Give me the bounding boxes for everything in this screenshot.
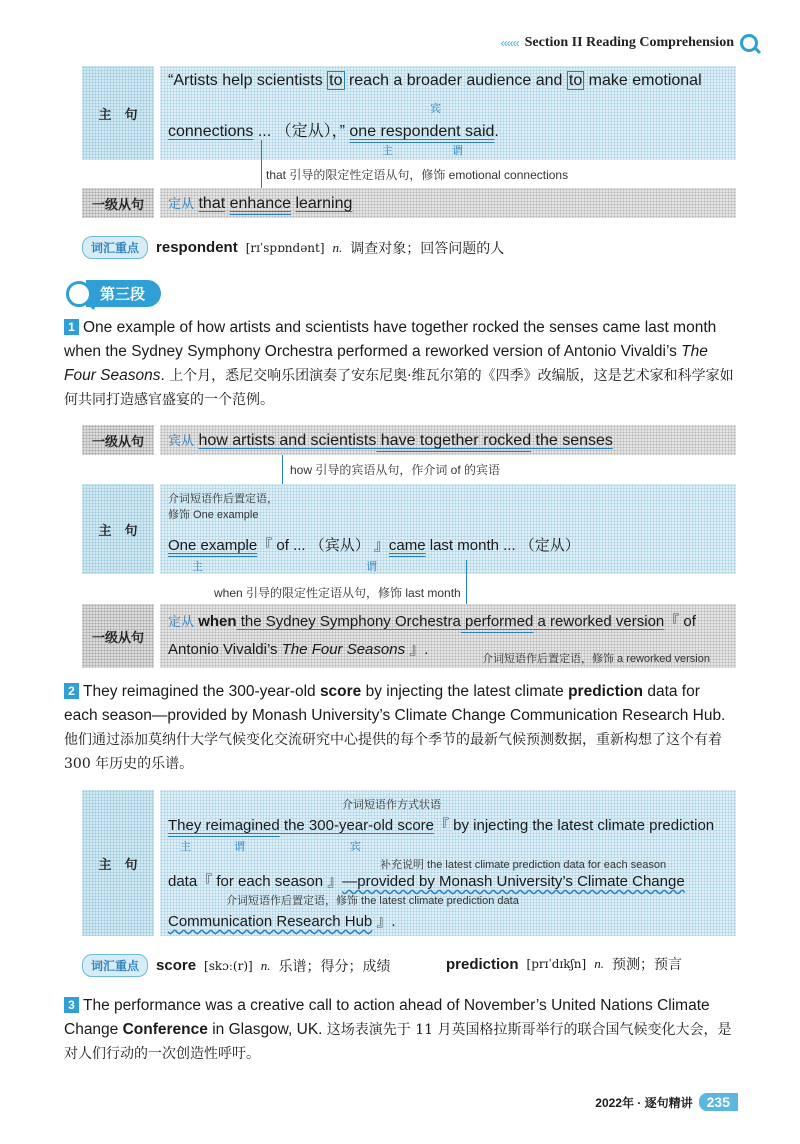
object-tag: 宾 <box>430 103 441 115</box>
clause-note: that 引导的限定性定语从句，修饰 emotional connections <box>266 168 569 182</box>
phonetic: [skɔː(r)] <box>204 958 253 973</box>
sub-clause-label: 一级从句 <box>82 425 154 455</box>
english-text: data for each season—provided by Monash University’s Climate Change Communication Research Hub. <box>64 683 726 724</box>
book-title: 2022年 · 逐句精讲 <box>595 1095 693 1110</box>
annotation: 补充说明 the latest climate prediction data for each season <box>380 859 667 871</box>
english-text: by injecting the latest climate <box>361 683 569 700</box>
analysis-box-main-3 <box>82 790 736 936</box>
object-tag: 宾 <box>350 841 361 853</box>
vocab-tag: 词汇重点 <box>82 954 148 977</box>
vocab-highlight: prediction <box>568 683 644 700</box>
subject-tag: 主 <box>192 561 203 573</box>
text-span: The Four Seasons <box>281 641 406 658</box>
definition: 乐谱；得分；成绩 <box>278 958 391 975</box>
analysis-box-main-2 <box>82 484 736 574</box>
predicate-phrase: came <box>388 537 426 554</box>
text-span: . <box>494 123 499 140</box>
text-span: ... （定从），” <box>253 123 345 140</box>
sub-clause-line <box>168 430 613 450</box>
english-text: in Glasgow, UK. <box>207 1021 327 1038</box>
analysis-box-sub-2c <box>82 604 736 668</box>
sentence-number: 1 <box>64 319 79 335</box>
object-phrase: connections <box>168 123 254 140</box>
main-clause-label: 主 句 <box>82 66 154 160</box>
vocab-highlight: score <box>319 683 362 700</box>
sub-clause-line-1 <box>168 610 696 631</box>
section-badge <box>66 280 161 307</box>
vocab-word: score <box>156 957 197 974</box>
paragraph-2 <box>64 680 736 776</box>
main-clause-line-1 <box>168 814 714 835</box>
english-text: They reimagined the 300-year-old <box>83 683 320 700</box>
predicate-phrase: reimagined <box>201 817 280 834</box>
boxed-word: to <box>568 72 583 89</box>
sub-clause-label: 一级从句 <box>82 604 154 668</box>
main-clause-line-2 <box>168 118 499 141</box>
text-span: 『 of ... （宾从） 』 <box>257 537 389 554</box>
subject-tag: 主 <box>180 841 191 853</box>
subject-tag: 主 <box>382 145 393 157</box>
english-text: The performance was a creative call to action ahead of November’s United Nations Climate Change <box>64 997 710 1038</box>
analysis-box-sub-2a <box>82 425 736 455</box>
subject-phrase: They <box>168 817 202 834</box>
definition: 调查对象；回答问题的人 <box>350 240 505 257</box>
text-span: Communication Research Hub <box>168 913 373 930</box>
clause-type-tag: 宾从 <box>168 433 195 448</box>
sub-clause-content <box>160 425 736 455</box>
part-of-speech: n. <box>260 957 271 973</box>
section-title: Section II Reading Comprehension <box>524 35 734 50</box>
main-clause-content <box>160 790 736 936</box>
annotation: 介词短语作后置定语，修饰 the latest climate prediction data <box>226 895 519 907</box>
subject-phrase: One example <box>168 537 258 554</box>
text-span: 『 for each season 』 <box>197 873 343 890</box>
chinese-translation: 他们通过添加莫纳什大学气候变化交流研究中心提供的每个季节的最新气候预测数据，重新构想了这个有着 300 年历史的乐谱。 <box>64 732 722 772</box>
main-clause-line-2 <box>168 870 685 891</box>
text-span: data <box>168 873 198 890</box>
text-span: —provided by Monash University’s Climate Change <box>342 873 685 890</box>
text-span: reach a broader audience and <box>344 72 567 89</box>
clause-type-tag: 定从 <box>168 196 195 211</box>
vocab-tag: 词汇重点 <box>82 236 148 259</box>
predicate-tag: 谓 <box>452 145 463 157</box>
section-badge-label: 第三段 <box>86 280 161 307</box>
english-text: . <box>160 367 170 384</box>
sub-clause-line-2 <box>168 638 428 659</box>
vocab-highlight: Conference <box>122 1021 208 1038</box>
predicate-tag: 谓 <box>234 841 245 853</box>
english-text: One example of how artists and scientists have together rocked the senses came last month when the Sydney Symphony Orchestra performed a reworked version of Antonio Vivaldi’s <box>64 319 717 360</box>
main-clause-label: 主 句 <box>82 484 154 574</box>
text-span: Antonio Vivaldi’s <box>168 641 282 658</box>
part-of-speech: n. <box>332 239 343 255</box>
text-span: learning <box>295 195 353 212</box>
text-span: that <box>198 195 226 212</box>
chinese-translation: 这场表演先于 11 月英国格拉斯哥举行的联合国气候变化大会，是对人们行动的一次创造性呼吁。 <box>64 1022 732 1062</box>
main-clause-line-1 <box>168 72 702 90</box>
clause-note: when 引导的限定性定语从句，修饰 last month <box>214 586 461 600</box>
text-span: 』. <box>405 641 429 658</box>
text-span: “Artists help scientists <box>168 72 328 89</box>
page-footer <box>595 1093 738 1111</box>
sentence-number: 2 <box>64 683 79 699</box>
main-clause-content <box>160 484 736 574</box>
annotation: 介词短语作方式状语 <box>342 799 441 811</box>
sub-clause-line <box>168 193 352 213</box>
paragraph-1 <box>64 316 736 412</box>
connector-line <box>466 560 467 605</box>
connector-line <box>261 140 262 190</box>
text-span: 『 by injecting the latest climate prediction <box>434 817 715 834</box>
page-header <box>501 34 758 52</box>
text-span: make emotional <box>584 72 702 89</box>
clause-note: how 引导的宾语从句，作介词 of 的宾语 <box>290 463 501 477</box>
text-span: 『 of <box>664 613 696 630</box>
analysis-box-sub-1 <box>82 188 736 218</box>
text-span: how <box>198 432 228 449</box>
annotation: 介词短语作后置定语， <box>168 493 278 505</box>
sub-clause-label: 一级从句 <box>82 188 154 218</box>
text-span: when <box>198 613 237 630</box>
vocab-word: respondent <box>156 239 238 256</box>
phonetic: [rɪˈspɒndənt] <box>245 240 325 255</box>
arrows-icon: ‹‹‹‹‹‹ <box>500 36 519 50</box>
object-phrase: the 300-year-old score <box>279 817 434 834</box>
chinese-translation: 上个月，悉尼交响乐团演奏了安东尼奥·维瓦尔第的《四季》改编版，这是艺术家和科学家如何共同打造感官盛宴的一个范例。 <box>64 368 734 408</box>
main-clause-label: 主 句 <box>82 790 154 936</box>
part-of-speech: n. <box>594 956 604 971</box>
page-number: 235 <box>699 1093 738 1111</box>
subject-verb-phrase: one respondent said <box>349 123 495 140</box>
predicate-tag: 谓 <box>366 561 377 573</box>
sub-clause-content <box>160 604 736 668</box>
main-clause-content <box>160 66 736 160</box>
annotation: 介词短语作后置定语，修饰 a reworked version <box>482 653 710 665</box>
main-clause-line-3 <box>168 910 396 931</box>
magnifier-icon <box>66 281 92 307</box>
text-span: 』. <box>372 913 396 930</box>
english-title: The Four Seasons <box>64 343 708 384</box>
definition: 预测；预言 <box>611 957 682 973</box>
vocab-row-2 <box>82 954 390 977</box>
magnifier-icon <box>740 34 758 52</box>
clause-type-tag: 定从 <box>168 614 195 629</box>
sub-clause-content <box>160 188 736 218</box>
vocab-word: prediction <box>446 955 519 973</box>
annotation: 修饰 One example <box>168 509 259 521</box>
phonetic: [prɪˈdɪkʃn] <box>526 957 587 971</box>
analysis-box-main-1 <box>82 66 736 160</box>
text-span: enhance <box>229 195 291 212</box>
vocab-row-2b <box>446 954 682 974</box>
text-span: a reworked version <box>533 613 665 630</box>
text-span: last month ... （定从） <box>425 537 580 554</box>
vocab-row-1 <box>82 236 504 259</box>
main-clause-line <box>168 534 580 555</box>
text-span: the senses <box>531 432 613 449</box>
boxed-word: to <box>329 72 343 89</box>
text-span: artists and scientists <box>227 432 377 449</box>
text-span: performed <box>460 613 534 630</box>
text-span: have together rocked <box>376 432 532 449</box>
text-span: the Sydney Symphony Orchestra <box>236 613 461 630</box>
sentence-number: 3 <box>64 997 79 1013</box>
paragraph-3 <box>64 994 736 1066</box>
